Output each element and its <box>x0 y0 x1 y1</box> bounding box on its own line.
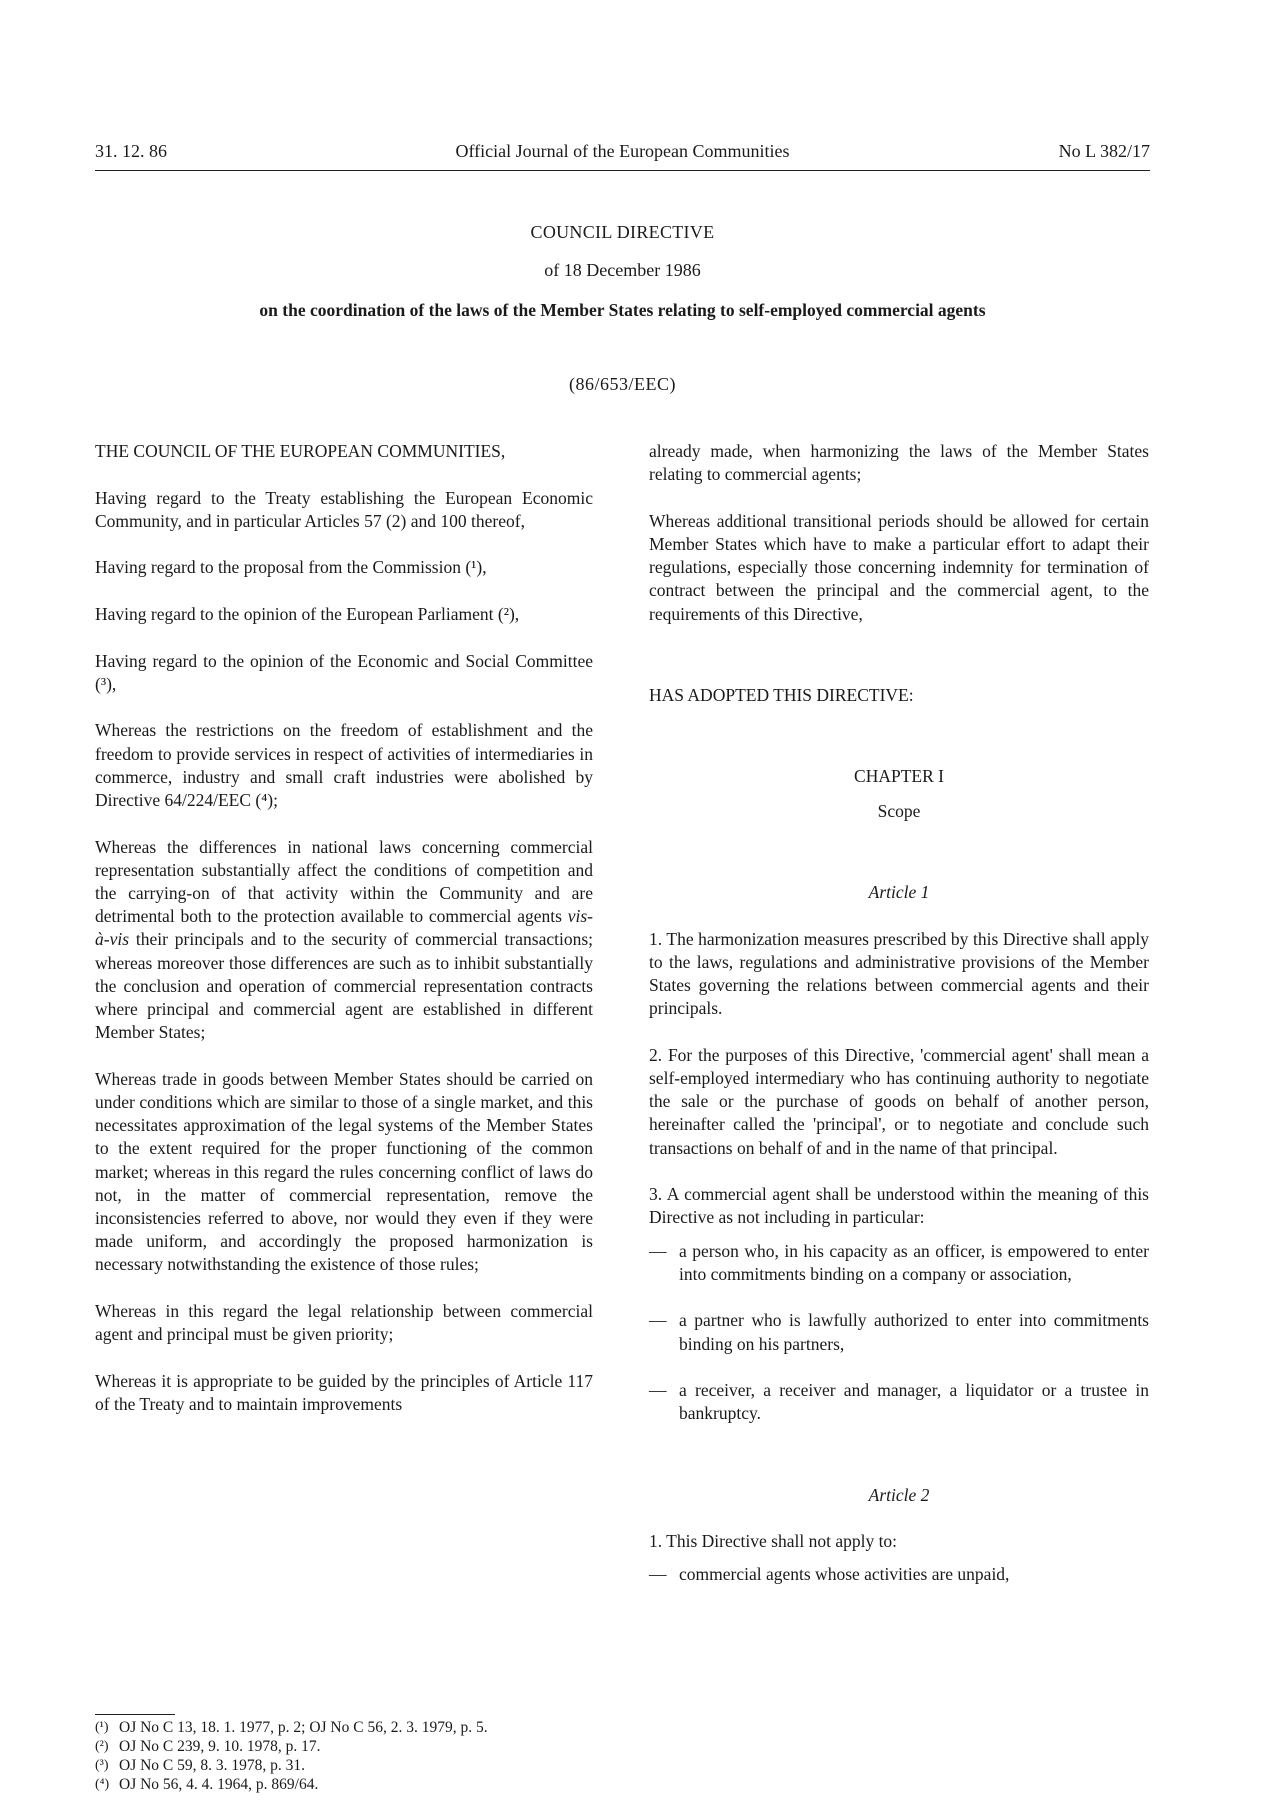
whereas-1: Whereas the restrictions on the freedom of establishment and the freedom to provide services in respect of activities of intermediaries in commerce, industry and small craft industries were abolished by Directive 64/224/EEC (⁴); <box>95 720 593 810</box>
directive-date: of 18 December 1986 <box>544 260 701 280</box>
header-journal: Official Journal of the European Communities <box>455 141 790 161</box>
directive-subject: on the coordination of the laws of the Member States relating to self-employed commercial agents <box>259 300 986 320</box>
footnote-number: (²) <box>95 1739 109 1754</box>
whereas-2-part-a: Whereas the differences in national laws concerning commercial representation substantially affect the conditions of competition and the carrying-on of that activity within the Community and are detrimental both to the protection available to commercial agents <box>95 836 593 927</box>
footnote-item <box>95 1737 593 1756</box>
adopted-line: HAS ADOPTED THIS DIRECTIVE: <box>649 684 914 705</box>
continuation-text: already made, when harmonizing the laws of the Member States relating to commercial agents; <box>649 441 1149 485</box>
list-item-text: a receiver, a receiver and manager, a liquidator or a trustee in bankruptcy. <box>679 1380 1149 1424</box>
header-rule <box>95 170 1150 171</box>
header-page-ref: No L 382/17 <box>1058 141 1150 161</box>
whereas-5: Whereas it is appropriate to be guided by the principles of Article 117 of the Treaty and to maintain improvements <box>95 1370 593 1415</box>
footnote-number: (⁴) <box>95 1777 110 1792</box>
list-item-text: a partner who is lawfully authorized to enter into commitments binding on his partners, <box>679 1310 1149 1354</box>
dash-marker: — <box>649 1240 667 1261</box>
left-column <box>95 440 593 1416</box>
list-item <box>649 1379 1149 1425</box>
footnote-text: OJ No C 59, 8. 3. 1978, p. 31. <box>119 1757 306 1774</box>
recital-proposal-text: Having regard to the proposal from the Commission <box>95 557 461 578</box>
footnote-text: OJ No 56, 4. 4. 1964, p. 869/64. <box>119 1776 319 1793</box>
recital-esc-ref: (³), <box>95 673 117 694</box>
list-item <box>649 1309 1149 1355</box>
footnote-text: OJ No C 239, 9. 10. 1978, p. 17. <box>119 1738 321 1755</box>
recital-esc <box>95 650 593 696</box>
directive-kind: COUNCIL DIRECTIVE <box>530 222 715 242</box>
header-date: 31. 12. 86 <box>95 141 167 161</box>
dash-marker: — <box>649 1310 667 1331</box>
whereas-2-part-b: their principals and to the security of commercial transactions; whereas moreover those differences are such as to inhibit substantially the conclusion and operation of commercial representation contracts where principal and commercial agent are established in different Member States; <box>95 929 594 1043</box>
recital-esc-text: Having regard to the opinion of the Economic and Social Committee <box>95 650 593 671</box>
footnote-number: (³) <box>95 1758 109 1773</box>
footnote-text: OJ No C 13, 18. 1. 1977, p. 2; OJ No C 56, 2. 3. 1979, p. 5. <box>119 1719 488 1736</box>
dash-marker: — <box>649 1564 667 1585</box>
footnote-rule <box>95 1714 175 1715</box>
chapter-title: Scope <box>877 801 921 822</box>
article-1-para-2: 2. For the purposes of this Directive, 'commercial agent' shall mean a self-employed intermediary who has continuing authority to negotiate the sale or the purchase of goods on behalf of another person, hereinafter called the 'principal', or to negotiate and conclude such transactions on behalf of and in the name of that principal. <box>649 1044 1149 1158</box>
whereas-4: Whereas in this regard the legal relationship between commercial agent and principal must be given priority; <box>95 1301 593 1345</box>
footnote-number: (¹) <box>95 1720 109 1735</box>
footnote-item <box>95 1718 593 1737</box>
dash-marker: — <box>649 1380 667 1401</box>
footnote-item <box>95 1756 593 1775</box>
chapter-heading: CHAPTER I <box>854 766 944 787</box>
article-1-heading: Article 1 <box>868 882 930 903</box>
council-line: THE COUNCIL OF THE EUROPEAN COMMUNITIES, <box>95 441 506 461</box>
whereas-2 <box>95 836 593 1045</box>
list-item <box>649 1240 1149 1286</box>
footnotes <box>95 1718 593 1794</box>
article-1-para-3: 3. A commercial agent shall be understood within the meaning of this Directive as not including in particular: <box>649 1184 1149 1228</box>
recital-proposal-ref: (¹), <box>465 557 487 578</box>
list-item <box>649 1563 1149 1586</box>
recital-proposal <box>95 556 593 579</box>
recital-parliament <box>95 603 593 626</box>
article-1-para-1: 1. The harmonization measures prescribed by this Directive shall apply to the laws, regulations and administrative provisions of the Member States governing the relations between commercial agents and their principals. <box>649 928 1149 1019</box>
list-item-text: commercial agents whose activities are unpaid, <box>679 1564 1010 1585</box>
recital-parliament-text: Having regard to the opinion of the European Parliament <box>95 603 494 624</box>
whereas-6: Whereas additional transitional periods should be allowed for certain Member States which have to make a particular effort to adapt their regulations, especially those concerning indemnity for termination of contract between the principal and the commercial agent, to the requirements of this Directive, <box>649 510 1149 624</box>
article-2-heading: Article 2 <box>868 1484 930 1505</box>
recital-parliament-ref: (²), <box>497 603 520 624</box>
whereas-2-emphasis: vis-à-vis <box>95 906 594 950</box>
right-column <box>649 440 1149 1610</box>
article-2-para-1: 1. This Directive shall not apply to: <box>649 1530 898 1551</box>
whereas-3: Whereas trade in goods between Member States should be carried on under conditions which are similar to those of a single market, and this necessitates approximation of the legal systems of the Member States to the extent required for the proper functioning of the common market; whereas in this regard the rules concerning conflict of laws do not, in the matter of commercial representation, remove the inconsistencies referred to above, nor would they even if they were made uniform, and accordingly the proposed harmonization is necessary notwithstanding the existence of those rules; <box>95 1068 593 1275</box>
recital-treaty: Having regard to the Treaty establishing the European Economic Community, and in particular Articles 57 (2) and 100 thereof, <box>95 487 593 531</box>
directive-number: (86/653/EEC) <box>569 374 676 394</box>
footnote-item <box>95 1775 593 1794</box>
list-item-text: a person who, in his capacity as an officer, is empowered to enter into commitments binding on a company or association, <box>679 1240 1149 1284</box>
